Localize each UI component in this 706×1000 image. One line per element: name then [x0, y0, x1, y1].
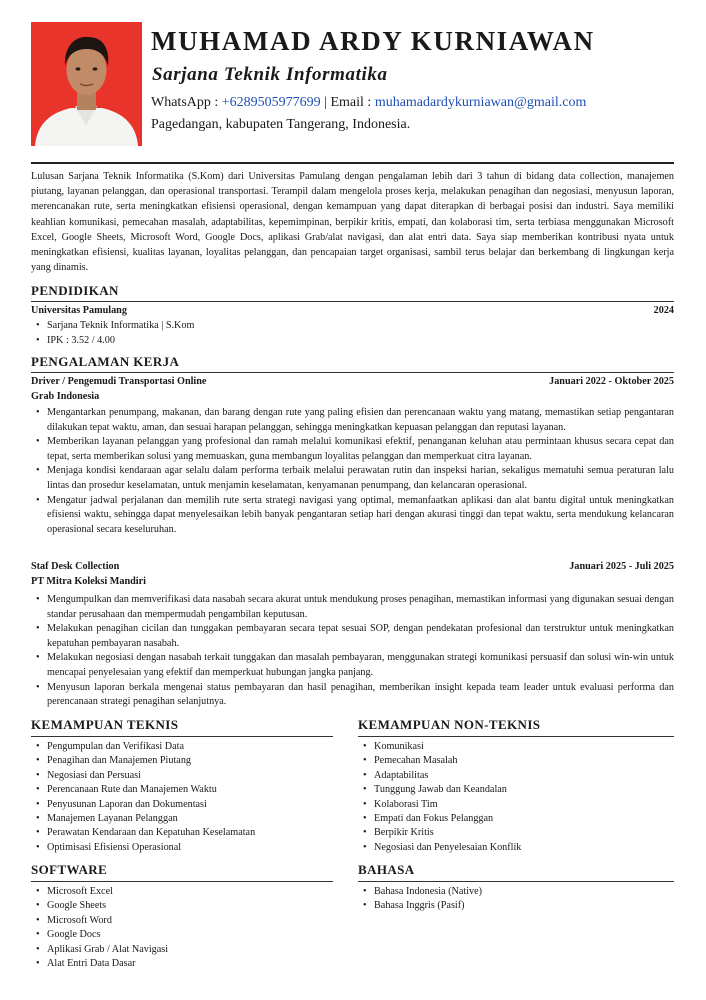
- degree-title: Sarjana Teknik Informatika: [152, 64, 388, 85]
- soft-skills-divider: [358, 736, 674, 737]
- education-list: [31, 319, 674, 348]
- profile-photo: [31, 22, 142, 146]
- list-item: • Optimisasi Efisiensi Operasional: [31, 841, 341, 855]
- address: Pagedangan, kabupaten Tangerang, Indonesia.: [151, 117, 411, 132]
- list-item: • Negosiasi dan Persuasi: [31, 769, 341, 783]
- graduation-year: 2024: [653, 305, 674, 316]
- list-item: • Perencanaan Rute dan Manajemen Waktu: [31, 783, 341, 797]
- list-item: • Menjaga kondisi kendaraan agar selalu dalam performa terbaik melalui perawatan rutin dan inspeksi harian, sekaligus mematuhi semua peraturan lalu lintas dan prosedur keselamatan, untuk menjamin keselamatan, kenyamanan penumpang, dan kelancaran operasional.: [31, 464, 674, 493]
- list-item: • Kolaborasi Tim: [358, 798, 674, 812]
- list-item: • Pengumpulan dan Verifikasi Data: [31, 740, 341, 754]
- soft-skills-list: [358, 740, 674, 855]
- whatsapp-label: WhatsApp :: [151, 95, 222, 110]
- list-item: • Mengumpulkan dan memverifikasi data nasabah secara akurat untuk mendukung proses penagihan, memastikan informasi yang digunakan sesuai dengan standar perusahaan dan mempermudah pengambilan keputusan.: [31, 593, 674, 622]
- experience-heading: PENGALAMAN KERJA: [31, 354, 180, 369]
- software-list: [31, 885, 341, 971]
- experience-divider: [31, 372, 674, 373]
- person-portrait-icon: [31, 22, 142, 146]
- list-item: • Melakukan penagihan cicilan dan tunggakan pembayaran secara tepat sesuai SOP, dengan pendekatan profesional dan terstruktur untuk meningkatkan kepatuhan pembayaran nasabah.: [31, 622, 674, 651]
- languages-divider: [358, 881, 674, 882]
- list-item: • Google Sheets: [31, 899, 341, 913]
- list-item: • Mengatur jadwal perjalanan dan memilih rute serta strategi navigasi yang optimal, memanfaatkan aplikasi dan alat bantu digital untuk meningkatkan efisiensi waktu, sehingga dapat menyelesaikan lebih banyak pengantaran setiap hari dengan akurasi tinggi dan tepat waktu, serta mendukung kelancaran operasional secara keseluruhan.: [31, 494, 674, 538]
- job-bullets: [31, 593, 674, 710]
- list-item: • Negosiasi dan Penyelesaian Konflik: [358, 841, 674, 855]
- list-item: • Berpikir Kritis: [358, 826, 674, 840]
- email-link[interactable]: muhamadardykurniawan@gmail.com: [374, 95, 587, 110]
- list-item: • Aplikasi Grab / Alat Navigasi: [31, 943, 341, 957]
- list-item: • Penyusunan Laporan dan Dokumentasi: [31, 798, 341, 812]
- whatsapp-number-link[interactable]: +6289505977699: [221, 95, 321, 110]
- list-item: • IPK : 3.52 / 4.00: [31, 334, 674, 349]
- contact-line: [151, 95, 586, 111]
- email-label: Email :: [330, 95, 375, 110]
- education-divider: [31, 301, 674, 302]
- soft-skills-heading: KEMAMPUAN NON-TEKNIS: [358, 717, 541, 732]
- job-role: Staf Desk Collection: [31, 561, 120, 572]
- list-item: • Melakukan negosiasi dengan nasabah terkait tunggakan dan masalah pembayaran, menggunakan strategi komunikasi persuasif dan solusi win-win untuk mencapai penyelesaian yang efektif dan memperkuat hubungan jangka panjang.: [31, 651, 674, 680]
- list-item: • Alat Entri Data Dasar: [31, 957, 341, 971]
- list-item: • Komunikasi: [358, 740, 674, 754]
- list-item: • Penagihan dan Manajemen Piutang: [31, 754, 341, 768]
- software-heading: SOFTWARE: [31, 862, 108, 877]
- list-item: • Microsoft Word: [31, 914, 341, 928]
- header-divider: [31, 162, 674, 164]
- education-heading: PENDIDIKAN: [31, 283, 119, 298]
- job-company: PT Mitra Koleksi Mandiri: [31, 576, 146, 587]
- list-item: • Bahasa Inggris (Pasif): [358, 899, 674, 913]
- list-item: • Menyusun laporan berkala mengenai status pembayaran dan hasil penagihan, memberikan insight kepada team leader untuk evaluasi performa dan perencanaan strategi penagihan selanjutnya.: [31, 681, 674, 710]
- list-item: • Mengantarkan penumpang, makanan, dan barang dengan rute yang paling efisien dan perencanaan waktu yang matang, memastikan setiap pengantaran dilakukan tepat waktu, aman, dan sesuai harapan pelanggan, sehingga meningkatkan kepuasan pelanggan dan reputasi layanan.: [31, 406, 674, 435]
- languages-heading: BAHASA: [358, 862, 415, 877]
- software-divider: [31, 881, 333, 882]
- list-item: • Google Docs: [31, 928, 341, 942]
- technical-skills-heading: KEMAMPUAN TEKNIS: [31, 717, 179, 732]
- list-item: • Sarjana Teknik Informatika | S.Kom: [31, 319, 674, 334]
- job-bullets: [31, 406, 674, 537]
- list-item: • Microsoft Excel: [31, 885, 341, 899]
- technical-skills-divider: [31, 736, 333, 737]
- school-name: Universitas Pamulang: [31, 305, 127, 316]
- languages-list: [358, 885, 674, 914]
- job-period: Januari 2025 - Juli 2025: [569, 561, 674, 572]
- job-role: Driver / Pengemudi Transportasi Online: [31, 376, 207, 387]
- list-item: • Empati dan Fokus Pelanggan: [358, 812, 674, 826]
- list-item: • Perawatan Kendaraan dan Kepatuhan Keselamatan: [31, 826, 341, 840]
- full-name: MUHAMAD ARDY KURNIAWAN: [151, 26, 595, 56]
- profile-summary: Lulusan Sarjana Teknik Informatika (S.Kom) dari Universitas Pamulang dengan pengalaman lebih dari 3 tahun di bidang data collection, manajemen piutang, layanan pelanggan, dan operasional transportasi. Terampil dalam mengelola proses kerja, melakukan penagihan dan negosiasi, menyusun laporan, merencanakan rute, serta meningkatkan efisiensi operasional, dengan kemampuan yang dapat diterapkan di berbagai posisi dan industri. Saya memiliki keahlian komunikasi, pemecahan masalah, adaptabilitas, kepemimpinan, berpikir kritis, empati, dan kolaborasi tim, serta terbiasa menggunakan Microsoft Excel, Google Sheets, Microsoft Word, Google Docs, aplikasi Grab/alat navigasi, dan alat entri data. Saya siap memberikan kontribusi nyata untuk meningkatkan efisiensi, kualitas layanan, loyalitas pelanggan, dan pencapaian target organisasi, sambil terus belajar dan berkembang di lingkungan kerja yang dinamis.: [31, 171, 674, 274]
- list-item: • Manajemen Layanan Pelanggan: [31, 812, 341, 826]
- list-item: • Pemecahan Masalah: [358, 754, 674, 768]
- list-item: • Bahasa Indonesia (Native): [358, 885, 674, 899]
- technical-skills-list: [31, 740, 341, 855]
- contact-separator: |: [320, 95, 331, 110]
- list-item: • Tunggung Jawab dan Keandalan: [358, 783, 674, 797]
- job-period: Januari 2022 - Oktober 2025: [549, 376, 674, 387]
- list-item: • Adaptabilitas: [358, 769, 674, 783]
- job-company: Grab Indonesia: [31, 391, 100, 402]
- list-item: • Memberikan layanan pelanggan yang profesional dan ramah melalui komunikasi efektif, penanganan keluhan atau permintaan khusus secara cepat dan tepat, serta memberikan solusi yang memuaskan, guna membangun loyalitas pelanggan dan memperkuat citra layanan.: [31, 435, 674, 464]
